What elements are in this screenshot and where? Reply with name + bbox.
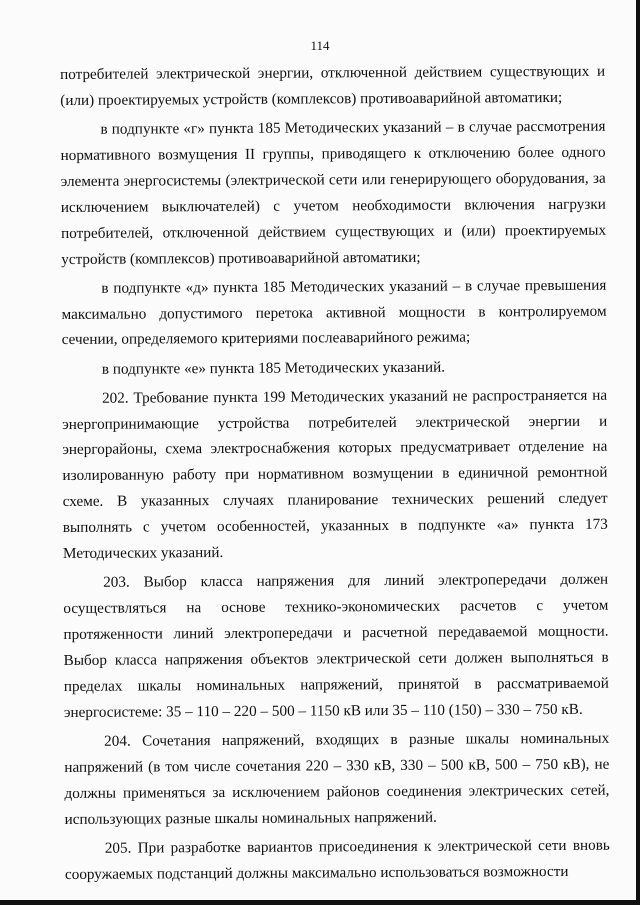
paragraph-202: 202. Требование пункта 199 Методических указаний не распространяется на энергопринимающие устройства потребителей электрической энергии и энергорайоны, схема электроснабжения которых предусматривает отделение на изолированную работу при нормативном возмущении в единичной ремонтной схеме. В указанных случаях планирование технических решений следует выполнять с учетом особенностей, указанных в подпункте «а» пункта 173 Методических указаний. <box>62 386 608 563</box>
scan-edge-bottom <box>0 900 640 905</box>
paragraph-205: 205. При разработке вариантов присоединения к электрической сети вновь сооружаемых подстанций должны максимально использоваться возможности <box>64 836 610 883</box>
paragraph-subitem-e: в подпункте «е» пункта 185 Методических указаний. <box>101 358 446 378</box>
scan-edge-right <box>636 0 640 905</box>
page-number: 114 <box>310 38 330 53</box>
document-body <box>60 59 610 891</box>
paragraph-continuation: потребителей электрической энергии, отключенной действием существующих и (или) проектируемых устройств (комплексов) противоаварийной автоматики; <box>60 62 606 109</box>
paragraph-203: 203. Выбор класса напряжения для линий электропередачи должен осуществляться на основе технико-экономических расчетов с учетом протяженности линий электропередачи и расчетной передаваемой мощности. Выбор класса напряжения объектов электрической сети должен выполняться в пределах шкалы номинальных напряжений, принятой в рассматриваемой энергосистеме: 35 – 110 – 220 – 500 – 1150 кВ или 35 – 110 (150) – 330 – 750 кВ. <box>63 570 609 721</box>
paragraph-subitem-g: в подпункте «г» пункта 185 Методических указаний – в случае рассмотрения нормативного возмущения II группы, приводящего к отключению более одного элемента энергосистемы (электрической сети или генерирующего оборудования, за исключением выключателей) с учетом необходимости включения нагрузки потребителей, отключенной действием существующих и (или) проектируемых устройств (комплексов) противоаварийной автоматики; <box>60 117 607 268</box>
paragraph-subitem-d: в подпункте «д» пункта 185 Методических указаний – в случае превышения максимально допустимого перетока активной мощности в контролируемом сечении, определяемого критериями послеаварийного режима; <box>61 276 607 349</box>
paragraph-204: 204. Сочетания напряжений, входящих в разные шкалы номинальных напряжений (в том числе сочетания 220 – 330 кВ, 330 – 500 кВ, 500 – 750 кВ), не должны применяться за исключением районов соединения электрических сетей, использующих разные шкалы номинальных напряжений. <box>64 729 610 828</box>
